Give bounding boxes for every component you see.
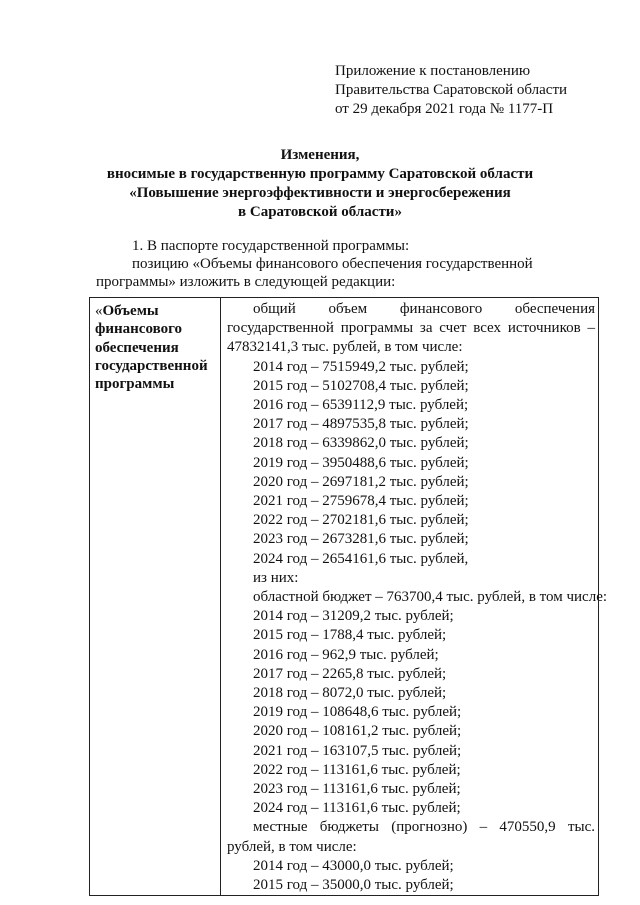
annex-header — [335, 62, 567, 119]
annex-line-3: от 29 декабря 2021 года № 1177-П — [335, 101, 554, 117]
list-item: 2018 год – 6339862,0 тыс. рублей; — [253, 435, 469, 452]
title-line-3: «Повышение энергоэффективности и энергосбережения — [129, 185, 511, 201]
position-line-5: программы — [95, 376, 175, 393]
title-line-1: Изменения, — [280, 147, 360, 163]
list-item: 2019 год – 108648,6 тыс. рублей; — [253, 704, 462, 721]
position-name-cell — [90, 298, 221, 896]
list-item: 2015 год – 5102708,4 тыс. рублей; — [253, 377, 469, 394]
total-funding-text: общий объем финансового обеспечения государственной программы за счет всех источников – 47832141,3 тыс. рублей, в том числе: — [227, 301, 595, 356]
annex-line-1: Приложение к постановлению — [335, 63, 531, 79]
title-line-2: вносимые в государственную программу Саратовской области — [106, 166, 534, 182]
list-item: 2016 год – 6539112,9 тыс. рублей; — [253, 397, 469, 414]
list-item: 2024 год – 2654161,6 тыс. рублей, — [253, 550, 469, 567]
funding-details-cell — [221, 298, 608, 896]
list-item: 2021 год – 2759678,4 тыс. рублей; — [253, 493, 469, 510]
list-item: 2014 год – 7515949,2 тыс. рублей; — [253, 358, 469, 375]
local-budget-header: местные бюджеты (прогнозно) – 470550,9 тыс. рублей, в том числе: — [227, 819, 595, 855]
list-item: 2022 год – 2702181,6 тыс. рублей; — [253, 512, 469, 529]
table-row — [90, 298, 599, 896]
position-line-3: обеспечения — [95, 339, 179, 356]
regional-years-list — [227, 607, 595, 818]
regional-budget-header: областной бюджет – 763700,4 тыс. рублей, в том числе: — [253, 589, 608, 606]
local-years-list — [227, 857, 595, 895]
list-item: 2015 год – 1788,4 тыс. рублей; — [253, 627, 447, 644]
list-item: 2022 год – 113161,6 тыс. рублей; — [253, 761, 461, 778]
annex-line-2: Правительства Саратовской области — [335, 82, 568, 98]
title-line-4: в Саратовской области» — [238, 204, 402, 220]
list-item: 2018 год – 8072,0 тыс. рублей; — [253, 685, 447, 702]
list-item: 2014 год – 43000,0 тыс. рублей; — [253, 857, 454, 874]
position-line-4: государственной — [95, 357, 208, 374]
intro-item-1: 1. В паспорте государственной программы: — [132, 238, 410, 254]
list-item: 2016 год – 962,9 тыс. рублей; — [253, 646, 439, 663]
position-line-2: финансового — [95, 321, 183, 338]
list-item: 2014 год – 31209,2 тыс. рублей; — [253, 608, 454, 625]
list-item: 2024 год – 113161,6 тыс. рублей; — [253, 800, 461, 817]
list-item: 2017 год – 4897535,8 тыс. рублей; — [253, 416, 469, 433]
list-item: 2023 год – 2673281,6 тыс. рублей; — [253, 531, 469, 548]
opening-quote: « — [95, 303, 103, 319]
position-line-1: Объемы — [102, 303, 159, 319]
funding-table — [89, 297, 608, 896]
intro-section — [96, 237, 606, 291]
list-item: 2021 год – 163107,5 тыс. рублей; — [253, 742, 462, 759]
of-them-label: из них: — [253, 569, 299, 586]
total-years-list — [227, 358, 595, 569]
list-item: 2015 год – 35000,0 тыс. рублей; — [253, 877, 454, 894]
list-item: 2019 год – 3950488,6 тыс. рублей; — [253, 454, 469, 471]
list-item: 2020 год – 108161,2 тыс. рублей; — [253, 723, 462, 740]
list-item: 2020 год – 2697181,2 тыс. рублей; — [253, 473, 469, 490]
list-item: 2023 год – 113161,6 тыс. рублей; — [253, 781, 461, 798]
list-item: 2017 год – 2265,8 тыс. рублей; — [253, 665, 447, 682]
document-title — [0, 146, 640, 222]
intro-item-2: позицию «Объемы финансового обеспечения государственной программы» изложить в следующей редакции: — [96, 256, 533, 290]
